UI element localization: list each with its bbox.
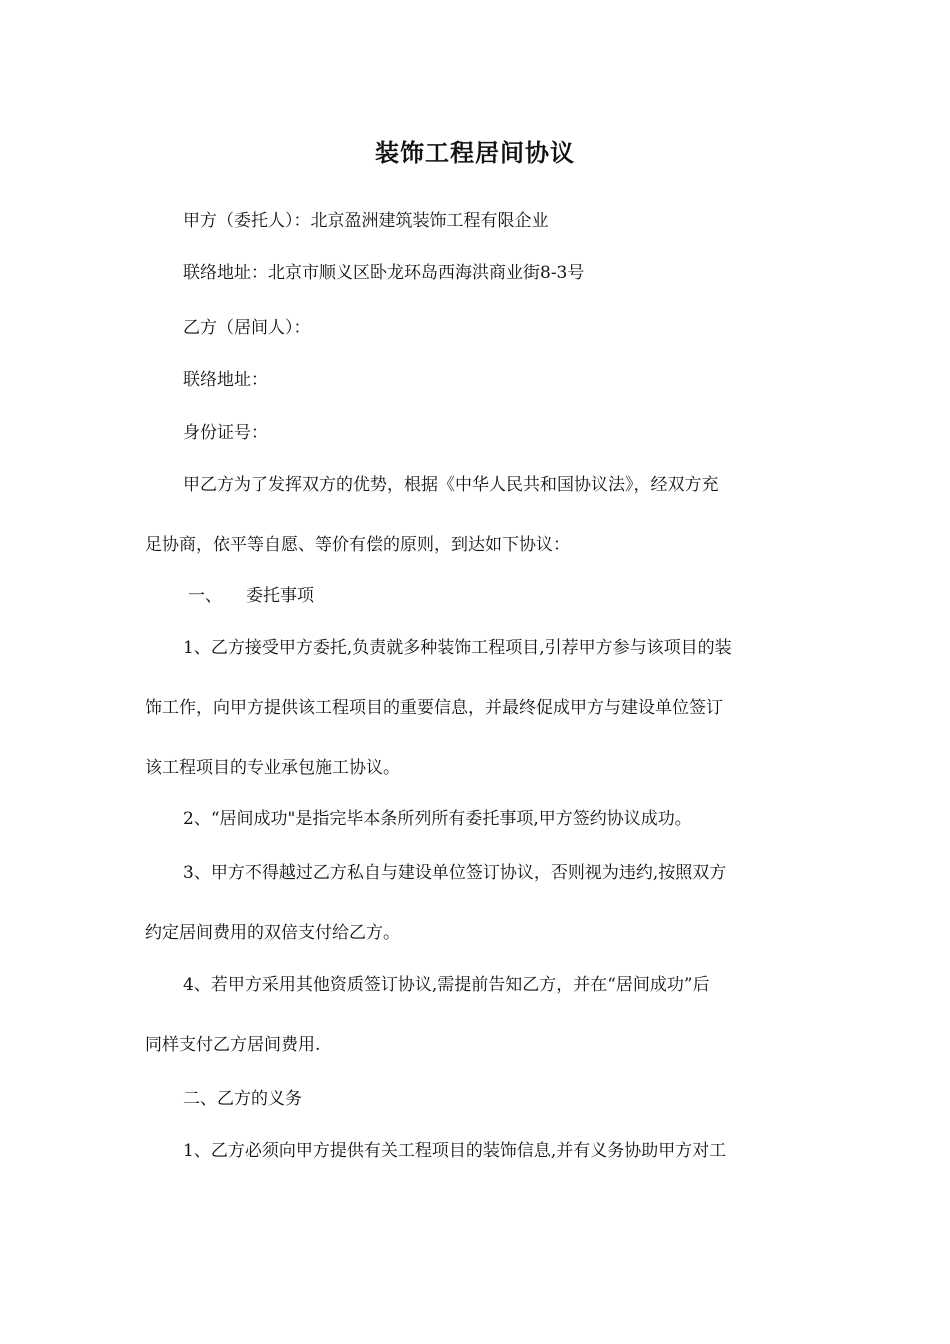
- section-1-item-1-line-3: 该工程项目的专业承包施工协议。: [145, 758, 400, 778]
- section-1-item-3-line-2: 约定居间费用的双倍支付给乙方。: [145, 923, 400, 943]
- section-2-item-1-line-1: 1、乙方必须向甲方提供有关工程项目的装饰信息,并有义务协助甲方对工: [183, 1141, 727, 1161]
- section-1-item-2: 2、“居间成功"是指完毕本条所列所有委托事项,甲方签约协议成功。: [183, 809, 692, 829]
- section-1-heading: [188, 588, 848, 605]
- section-1-number: 一、: [188, 586, 222, 606]
- section-1-item-4-line-1: 4、若甲方采用其他资质签订协议,需提前告知乙方，并在“居间成功”后: [183, 975, 710, 995]
- party-b-id-line: 身份证号：: [183, 423, 268, 443]
- section-1-item-1-line-1: 1、乙方接受甲方委托,负责就多种装饰工程项目,引荐甲方参与该项目的装: [183, 638, 732, 658]
- section-1-item-1-line-2: 饰工作，向甲方提供该工程项目的重要信息，并最终促成甲方与建设单位签订: [145, 698, 723, 718]
- section-1-item-3-line-1: 3、甲方不得越过乙方私自与建设单位签订协议，否则视为违约,按照双方: [183, 863, 727, 883]
- section-2-heading: 二、乙方的义务: [183, 1089, 302, 1109]
- section-1-title: 委托事项: [246, 586, 314, 606]
- party-a-line: 甲方（委托人）：北京盈洲建筑装饰工程有限企业: [183, 211, 549, 231]
- document-title: 装饰工程居间协议: [375, 138, 575, 167]
- preamble-line-2: 足协商，依平等自愿、等价有偿的原则，到达如下协议：: [145, 535, 570, 555]
- preamble-line-1: 甲乙方为了发挥双方的优势，根据《中华人民共和国协议法》，经双方充: [183, 475, 719, 495]
- party-a-address-line: 联络地址：北京市顺义区卧龙环岛西海洪商业街8-3号: [183, 263, 585, 283]
- party-b-line: 乙方（居间人）：: [183, 318, 311, 338]
- party-b-address-line: 联络地址：: [183, 370, 268, 390]
- section-1-item-4-line-2: 同样支付乙方居间费用.: [145, 1035, 321, 1055]
